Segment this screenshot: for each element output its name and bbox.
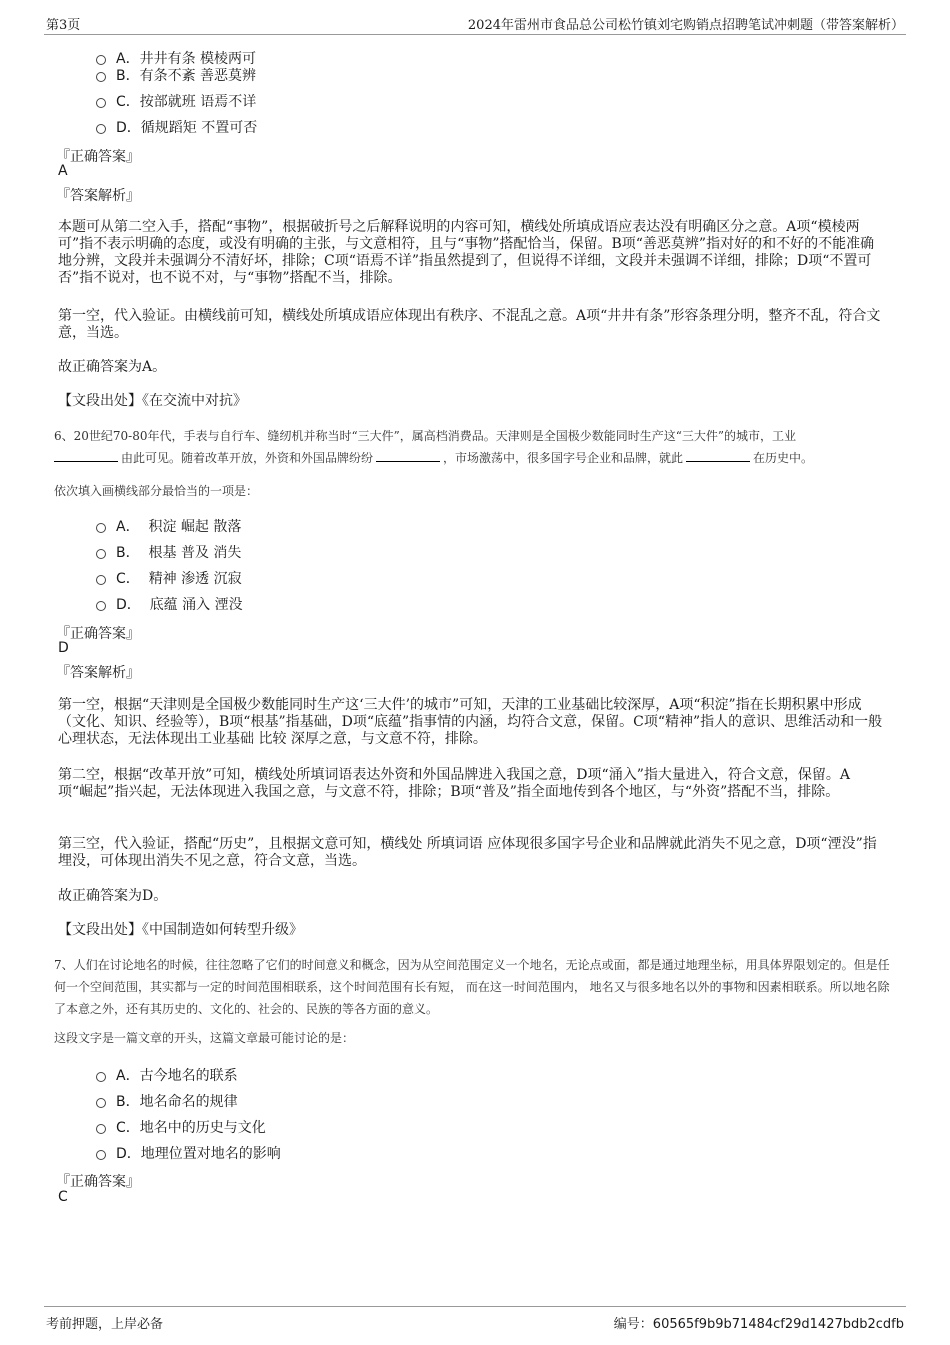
radio-icon[interactable] xyxy=(96,1124,106,1134)
q5-option-b[interactable]: B． 有条不紊 善恶莫辨 xyxy=(96,65,256,85)
q5-analysis-paragraph: 第一空，代入验证。由横线前可知，横线处所填成语应体现出有秩序、不混乱之意。A项“井井有条”形容条理分明，整齐不乱，符合文意，当选。 xyxy=(58,308,881,341)
q6-answer-label: 『正确答案』 xyxy=(56,626,140,642)
q7-option-c[interactable]: C． 地名中的历史与文化 xyxy=(96,1117,266,1137)
radio-icon[interactable] xyxy=(96,55,106,65)
page-header xyxy=(44,12,906,35)
page-number: 第3页 xyxy=(46,18,81,33)
q7-option-a[interactable]: A． 古今地名的联系 xyxy=(96,1065,238,1085)
q6-prompt: 依次填入画横线部分最恰当的一项是： xyxy=(54,484,259,498)
radio-icon[interactable] xyxy=(96,575,106,585)
q5-option-d[interactable]: D． 循规蹈矩 不置可否 xyxy=(96,117,257,137)
q6-analysis-paragraph: 第二空，根据“改革开放”可知，横线处所填词语表达外资和外国品牌进入我国之意，D项“涌入”指大量进入，符合文意，保留。A项“崛起”指兴起，无法体现进入我国之意，与文意不符，排除；B项“普及”指全面地传到各个地区，与“外资”搭配不当，排除。 xyxy=(58,767,850,800)
document-id: 编号：60565f9b9b71484cf29d1427bdb2cdfb xyxy=(613,1317,904,1332)
q5-answer-label: 『正确答案』 xyxy=(56,149,140,165)
q6-stem: 6、20世纪70-80年代，手表与自行车、缝纫机并称当时“三大件”，属高档消费品。天津则是全国极少数能同时生产这“三大件”的城市，工业 由此可见。随着改革开放，外资和外国品牌纷纷 ，市场激荡中，很多国字号企业和品牌，就此 在历史中。 xyxy=(54,429,814,465)
radio-icon[interactable] xyxy=(96,523,106,533)
q5-analysis-paragraph: 本题可从第二空入手，搭配“事物”，根据破折号之后解释说明的内容可知，横线处所填成语应表达没有明确区分之意。A项“模棱两可”指不表示明确的态度，或没有明确的主张，与文意相符，且与“事物”搭配恰当，保留。B项“善恶莫辨”指对好的和不好的不能准确地分辨，文段并未强调分不清好坏，排除；C项“语焉不详”指虽然提到了，但说得不详细，文段并未强调不详细，排除；D项“不置可否”指不说对，也不说不对，与“事物”搭配不当，排除。 xyxy=(58,219,875,286)
footer-slogan: 考前押题，上岸必备 xyxy=(46,1317,164,1332)
q6-analysis-paragraph: 故正确答案为D。 xyxy=(58,888,168,904)
q6-analysis-paragraph: 第三空，代入验证，搭配“历史”，且根据文意可知，横线处 所填词语 应体现很多国字号企业和品牌就此消失不见之意，D项“湮没”指埋没，可体现出消失不见之意，符合文意，当选。 xyxy=(58,836,877,869)
radio-icon[interactable] xyxy=(96,549,106,559)
q5-source: 【文段出处】《在交流中对抗》 xyxy=(58,393,247,409)
radio-icon[interactable] xyxy=(96,601,106,611)
q5-analysis-label: 『答案解析』 xyxy=(56,188,140,204)
blank-line xyxy=(686,449,750,462)
q7-prompt: 这段文字是一篇文章的开头，这篇文章最可能讨论的是： xyxy=(54,1031,355,1045)
q5-analysis-paragraph: 故正确答案为A。 xyxy=(58,359,167,375)
q6-option-b[interactable]: B． 根基 普及 消失 xyxy=(96,542,241,562)
page-footer xyxy=(44,1306,906,1331)
q7-stem: 7、人们在讨论地名的时候，往往忽略了它们的时间意义和概念，因为从空间范围定义一个地名，无论点或面，都是通过地理坐标，用具体界限划定的。但是任何一个空间范围，其实都与一定的时间范围相联系，这个时间范围有长有短， 而在这一时间范围内， 地名又与很多地名以外的事物和因素相联系。所以地名除了本意之外，还有其历史的、文化的、社会的、民族的等各方面的意义。 xyxy=(54,958,890,1016)
radio-icon[interactable] xyxy=(96,1150,106,1160)
blank-line xyxy=(376,449,440,462)
q6-analysis-paragraph: 第一空，根据“天津则是全国极少数能同时生产这‘三大件’的城市”可知，天津的工业基础比较深厚，A项“积淀”指在长期积累中形成（文化、知识、经验等），B项“根基”指基础，D项“底蕴”指事情的内涵，均符合文意，保留。C项“精神”指人的意识、思维活动和一般心理状态，无法体现出工业基础 比较 深厚之意，与文意不符，排除。 xyxy=(58,697,883,747)
q5-option-c[interactable]: C． 按部就班 语焉不详 xyxy=(96,91,256,111)
q6-option-d[interactable]: D． 底蕴 涌入 湮没 xyxy=(96,594,243,614)
q6-analysis-label: 『答案解析』 xyxy=(56,665,140,681)
q5-answer: A xyxy=(58,163,68,179)
q5-option-a[interactable]: A． 井井有条 模棱两可 xyxy=(96,48,256,68)
radio-icon[interactable] xyxy=(96,72,106,82)
q6-option-c[interactable]: C． 精神 渗透 沉寂 xyxy=(96,568,242,588)
blank-line xyxy=(54,449,118,462)
q6-source: 【文段出处】《中国制造如何转型升级》 xyxy=(58,922,303,938)
radio-icon[interactable] xyxy=(96,1072,106,1082)
document-title: 2024年雷州市食品总公司松竹镇刘宅购销点招聘笔试冲刺题（带答案解析） xyxy=(467,18,904,33)
radio-icon[interactable] xyxy=(96,124,106,134)
radio-icon[interactable] xyxy=(96,98,106,108)
q7-option-b[interactable]: B． 地名命名的规律 xyxy=(96,1091,238,1111)
radio-icon[interactable] xyxy=(96,1098,106,1108)
q6-option-a[interactable]: A． 积淀 崛起 散落 xyxy=(96,516,241,536)
q7-answer: C xyxy=(58,1189,68,1205)
q7-option-d[interactable]: D． 地理位置对地名的影响 xyxy=(96,1143,281,1163)
q7-answer-label: 『正确答案』 xyxy=(56,1174,140,1190)
q6-answer: D xyxy=(58,640,69,656)
